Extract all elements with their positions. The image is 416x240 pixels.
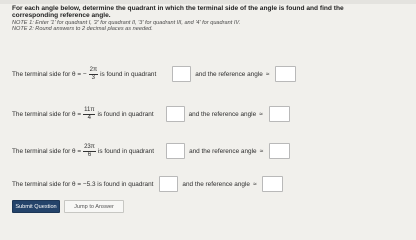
question-row-2 — [12, 104, 294, 124]
reference-angle-input[interactable] — [269, 143, 290, 159]
angle-value: 5.3 — [86, 180, 96, 188]
reference-text: and the reference angle — [182, 180, 250, 188]
question-row-1 — [12, 64, 300, 84]
jump-to-answer-button[interactable]: Jump to Answer — [64, 200, 124, 213]
minus-sign: − — [82, 70, 87, 78]
approx-symbol: ≈ — [259, 110, 263, 118]
reference-angle-input[interactable] — [262, 176, 283, 192]
question-row-3 — [12, 141, 294, 161]
fraction-numerator: 2π — [89, 67, 98, 73]
theta-label: θ = — [72, 110, 82, 118]
fraction-numerator: 23π — [84, 144, 95, 150]
reference-angle-input[interactable] — [269, 106, 290, 122]
quadrant-text: is found in quadrant — [97, 180, 154, 188]
approx-symbol: ≈ — [265, 70, 270, 78]
quadrant-input[interactable] — [166, 143, 185, 159]
angle-fraction — [83, 144, 96, 158]
note-1: NOTE 1: Enter '1' for quadrant I, '2' for quadrant II, '3' for quadrant III, and '4' for quadrant IV. — [12, 19, 241, 26]
approx-symbol: ≈ — [252, 180, 257, 188]
fraction-denominator: 4 — [87, 114, 91, 121]
fraction-denominator: 3 — [91, 74, 96, 81]
reference-text: and the reference angle — [188, 110, 257, 118]
theta-label: θ = — [72, 147, 82, 155]
quadrant-input[interactable] — [172, 66, 191, 82]
quadrant-text: is found in quadrant — [100, 70, 157, 78]
instructions-line-2: corresponding reference angle. — [12, 12, 111, 20]
submit-question-button[interactable]: Submit Question — [12, 200, 60, 213]
fraction-denominator: 6 — [87, 151, 92, 158]
quadrant-input[interactable] — [159, 176, 178, 192]
note-2: NOTE 2: Round answers to 2 decimal places as needed. — [12, 26, 153, 33]
quadrant-text: is found in quadrant — [97, 147, 155, 155]
reference-text: and the reference angle — [195, 70, 263, 78]
question-row-4 — [12, 174, 287, 194]
reference-angle-input[interactable] — [275, 66, 296, 82]
question-prefix: The terminal side for — [12, 70, 71, 78]
instructions-line-1: For each angle below, determine the quadrant in which the terminal side of the angle is found and find the — [12, 5, 344, 12]
question-prefix: The terminal side for — [12, 180, 71, 188]
angle-fraction — [83, 107, 95, 121]
instructions-main — [12, 5, 408, 20]
top-bar — [0, 0, 416, 4]
minus-sign: − — [82, 180, 87, 188]
quadrant-input[interactable] — [166, 106, 185, 122]
fraction-numerator: 11π — [84, 107, 95, 113]
instructions — [12, 5, 408, 33]
theta-label: θ = — [72, 70, 82, 78]
approx-symbol: ≈ — [259, 147, 264, 155]
theta-label: θ = — [72, 180, 82, 188]
reference-text: and the reference angle — [189, 147, 257, 155]
question-prefix: The terminal side for — [12, 147, 71, 155]
quadrant-text: is found in quadrant — [97, 110, 154, 118]
question-prefix: The terminal side for — [12, 110, 71, 118]
angle-fraction — [89, 67, 98, 81]
